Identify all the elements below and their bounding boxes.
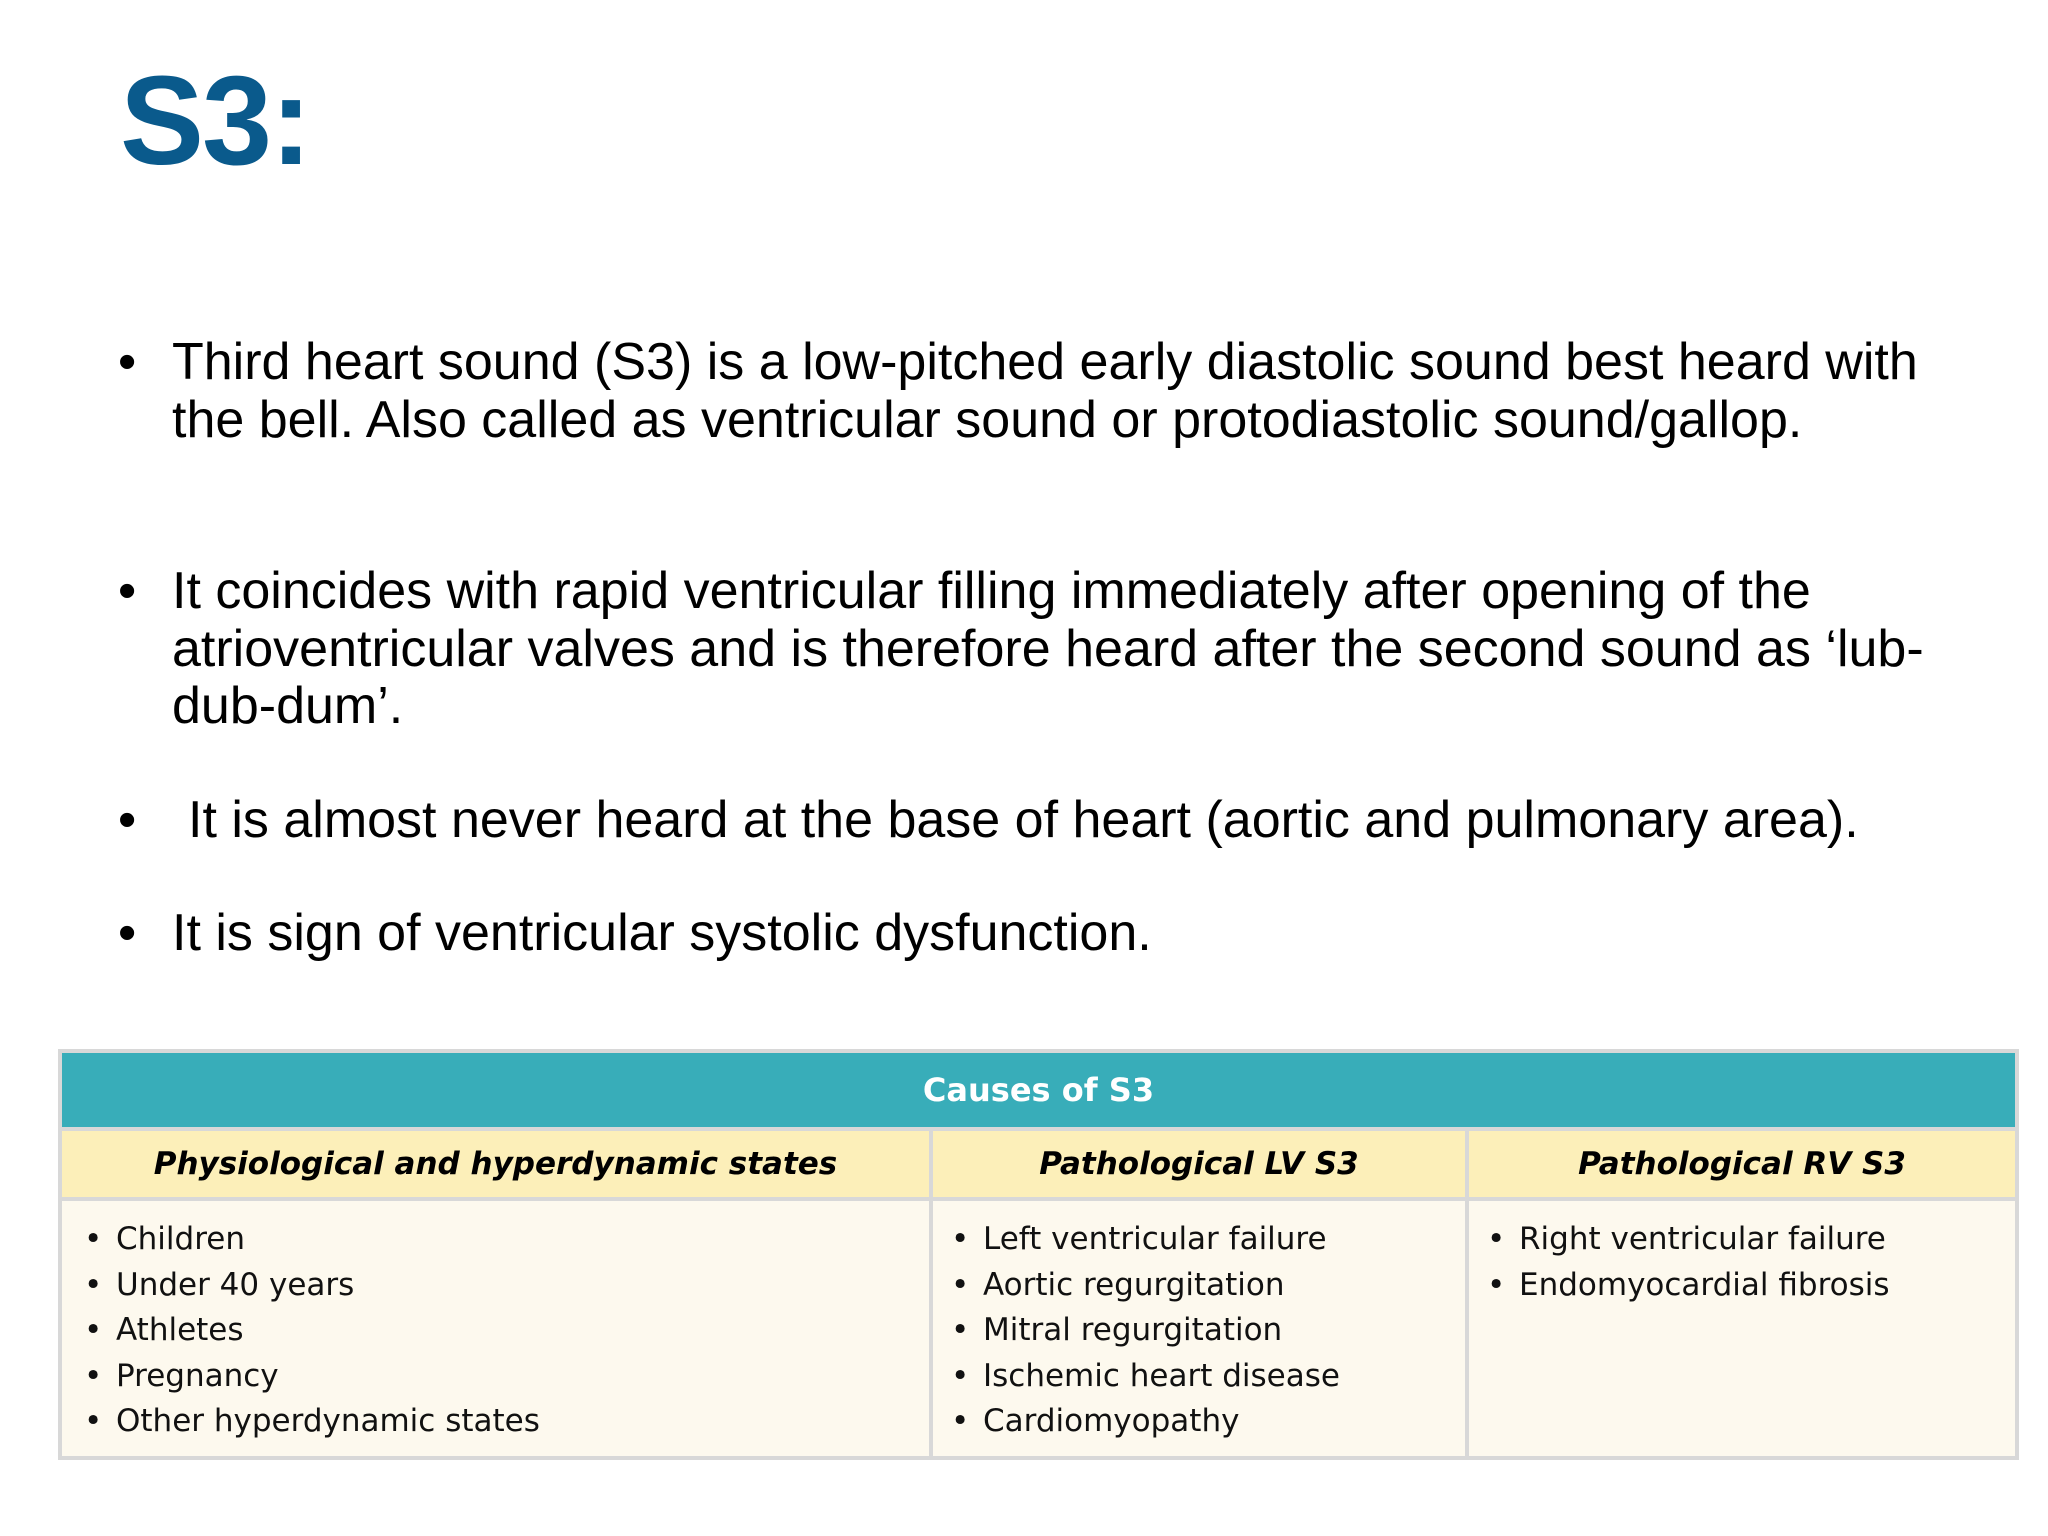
- column-heading-physiological: Physiological and hyperdynamic states: [62, 1127, 929, 1201]
- bullet-icon: •: [951, 1221, 970, 1257]
- list-item: • Left ventricular failure: [937, 1217, 1465, 1263]
- table-title: Causes of S3: [62, 1053, 2015, 1127]
- column-physiological: [62, 1201, 929, 1456]
- column-heading-pathological-lv: Pathological LV S3: [929, 1127, 1465, 1201]
- bullet-icon: •: [951, 1266, 970, 1303]
- bullet-icon: •: [84, 1357, 103, 1394]
- column-pathological-rv: [1465, 1201, 2015, 1456]
- list-item: • Pregnancy: [70, 1354, 929, 1400]
- list-item: • Right ventricular failure: [1473, 1217, 2015, 1263]
- slide-title: S3:: [120, 50, 311, 191]
- column-pathological-lv: [929, 1201, 1465, 1456]
- bullet-text: It is almost never heard at the base of heart (aortic and pulmonary area).: [188, 791, 1859, 849]
- list-item: • Endomyocardial fibrosis: [1473, 1263, 2015, 1309]
- bullet-icon: •: [1487, 1266, 1506, 1303]
- bullet-icon: •: [84, 1312, 103, 1348]
- bullet-text: It is sign of ventricular systolic dysfunction.: [172, 904, 1152, 962]
- bullet-icon: •: [118, 562, 137, 620]
- bullet-icon: •: [84, 1266, 103, 1303]
- bullet-icon: •: [84, 1403, 103, 1439]
- list-item: • Cardiomyopathy: [937, 1399, 1465, 1445]
- bullet-icon: •: [951, 1357, 970, 1394]
- column-heading-pathological-rv: Pathological RV S3: [1465, 1127, 2015, 1201]
- list-item: • Athletes: [70, 1308, 929, 1354]
- bullet-text: It coincides with rapid ventricular filling immediately after opening of the atrioventricular valves and is therefore heard after the second sound as ‘lub-dub-dum’.: [172, 562, 1924, 735]
- bullet-icon: •: [118, 791, 137, 849]
- cause-list: [1469, 1217, 2015, 1308]
- bullet-icon: •: [1487, 1221, 1506, 1257]
- list-item: • Other hyperdynamic states: [70, 1399, 929, 1445]
- bullet-icon: •: [951, 1403, 970, 1439]
- list-item: • Children: [70, 1217, 929, 1263]
- bullet-icon: •: [84, 1221, 103, 1257]
- cause-list: [933, 1217, 1465, 1445]
- list-item: • Under 40 years: [70, 1263, 929, 1309]
- causes-table: [58, 1049, 2019, 1460]
- list-item: • Ischemic heart disease: [937, 1354, 1465, 1400]
- bullet-icon: •: [118, 904, 137, 962]
- cause-list: [62, 1217, 929, 1445]
- bullet-text: Third heart sound (S3) is a low-pitched early diastolic sound best heard with the bell. Also called as ventricular sound or protodiastolic sound/gallop.: [172, 333, 1918, 449]
- bullet-icon: •: [951, 1312, 970, 1348]
- bullet-icon: •: [118, 333, 137, 391]
- list-item: • Mitral regurgitation: [937, 1308, 1465, 1354]
- list-item: • Aortic regurgitation: [937, 1263, 1465, 1309]
